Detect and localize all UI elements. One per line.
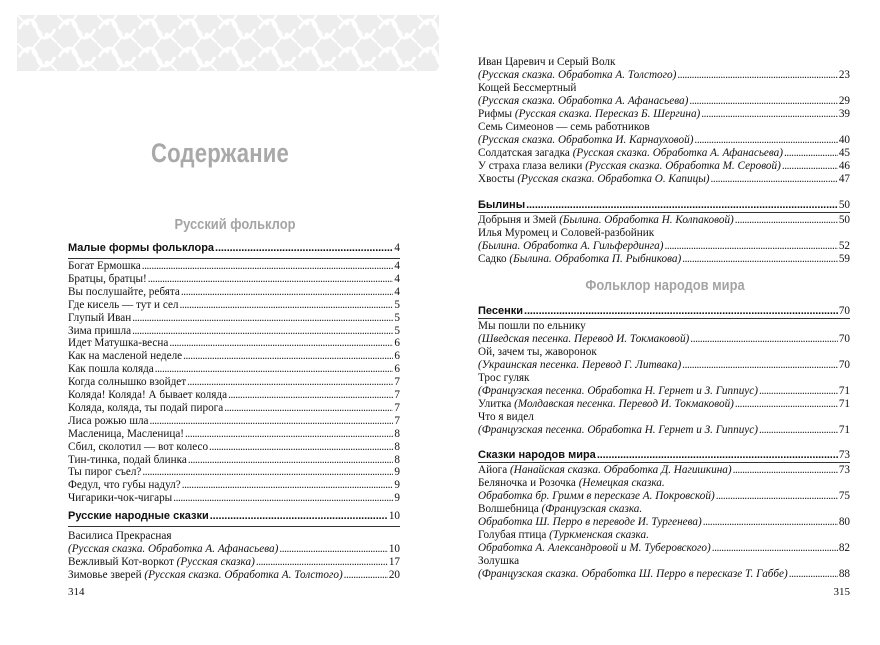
toc-entry-sem-source[interactable]: (Русская сказка. Обработка И. Карнауховой) . . . 40 bbox=[478, 134, 850, 147]
toc-entry[interactable] bbox=[68, 299, 400, 312]
toc-entry-gol-source[interactable]: Обработка А. Александровой и М. Туберовского) . . . 82 bbox=[478, 542, 850, 555]
toc-entry-page: 4 bbox=[394, 260, 400, 272]
toc-entry-page: 8 bbox=[394, 427, 400, 440]
toc-entry-vol-source[interactable]: Обработка Ш. Перро в переводе И. Тургенева) . . . 80 bbox=[478, 516, 850, 529]
toc-entry-tros-source[interactable]: (Французская песенка. Обработка Н. Гернет и З. Гиппиус) . . . 71 bbox=[478, 385, 850, 398]
toc-entry-title: Масленица, Масленица! bbox=[68, 427, 185, 440]
toc-entry-ilya-title[interactable]: Илья Муромец и Соловей-разбойник bbox=[478, 227, 655, 239]
toc-entry-title: Чигарики-чок-чигары bbox=[68, 492, 173, 505]
toc-entry[interactable] bbox=[68, 260, 400, 273]
toc-entry-page: 4 bbox=[394, 285, 400, 298]
toc-entry-page: 7 bbox=[394, 414, 400, 427]
toc-entry-page: 8 bbox=[394, 453, 400, 466]
toc-entry-title: Коляда, коляда, ты подай пирога bbox=[68, 401, 224, 414]
toc-entry-title: Ты пирог съел? bbox=[68, 466, 142, 479]
toc-entry-oy-source[interactable]: (Украинская песенка. Перевод Г. Литвака) . . . 70 bbox=[478, 359, 850, 372]
toc-entry-zol-title[interactable]: Золушка bbox=[478, 555, 520, 567]
toc-entry-page: 8 bbox=[394, 440, 400, 453]
toc-entry-page: 7 bbox=[394, 376, 400, 389]
toc-group-russian-tales[interactable]: Русские народные сказки . . . 10 bbox=[68, 510, 400, 523]
toc-entry-page: 9 bbox=[394, 466, 400, 479]
toc-entry-page: 6 bbox=[394, 363, 400, 376]
toc-entry-dobrynya[interactable]: Добрыня и Змей (Былина. Обработка Н. Колпаковой) . . . 50 bbox=[478, 214, 850, 227]
toc-entry-koschei-source[interactable]: (Русская сказка. Обработка А. Афанасьева) . . . 29 bbox=[478, 95, 850, 108]
toc-entry-page: 7 bbox=[394, 401, 400, 414]
toc-entry-sem-title[interactable]: Семь Симеонов — семь работников bbox=[478, 121, 650, 133]
toc-entry-oy-title[interactable]: Ой, зачем ты, жаворонок bbox=[478, 346, 597, 358]
page-number-left: 314 bbox=[68, 586, 85, 598]
toc-entry-vasilisa-title[interactable]: Василиса Прекрасная bbox=[68, 530, 172, 542]
toc-entry-title: Зима пришла bbox=[68, 324, 132, 337]
toc-entry-page: 9 bbox=[394, 479, 400, 492]
toc-entry-title: Глупый Иван bbox=[68, 311, 132, 324]
toc-entry[interactable] bbox=[68, 312, 400, 325]
toc-entry-page: 5 bbox=[394, 298, 400, 311]
group-divider bbox=[478, 318, 850, 319]
group-divider bbox=[478, 212, 850, 213]
toc-entry[interactable] bbox=[68, 376, 400, 389]
toc-entry[interactable] bbox=[68, 337, 400, 350]
toc-entry[interactable] bbox=[68, 402, 400, 415]
toc-entry-page: 5 bbox=[394, 311, 400, 324]
toc-entry[interactable] bbox=[68, 325, 400, 338]
toc-entry-ivan-source[interactable]: (Русская сказка. Обработка А. Толстого) . . . 23 bbox=[478, 69, 850, 82]
toc-entry-title: Братцы, братцы! bbox=[68, 272, 147, 285]
toc-entry-zol-source[interactable]: (Французская сказка. Обработка Ш. Перро в пересказе Т. Габбе) . . . 88 bbox=[478, 568, 850, 581]
toc-entry-title: Как на масленой неделе bbox=[68, 350, 183, 363]
toc-entry-my-title[interactable]: Мы пошли по ельнику bbox=[478, 320, 586, 332]
toc-entry-chto-source[interactable]: (Французская песенка. Обработка Н. Гернет и З. Гиппиус) . . . 71 bbox=[478, 424, 850, 437]
toc-entry-bel-title[interactable]: Беляночка и Розочка (Немецкая сказка. bbox=[478, 477, 665, 489]
group-divider bbox=[68, 526, 400, 527]
toc-entry[interactable] bbox=[68, 273, 400, 286]
toc-entry-ulitka[interactable]: Улитка (Молдавская песенка. Перевод И. Токмаковой) . . . 71 bbox=[478, 398, 850, 411]
toc-entry[interactable] bbox=[68, 363, 400, 376]
toc-group-small-forms[interactable]: Малые формы фольклора . . . 4 bbox=[68, 242, 400, 255]
toc-entry-title: Как пошла коляда bbox=[68, 363, 154, 376]
toc-entry[interactable] bbox=[68, 389, 400, 402]
toc-entry-ilya-source[interactable]: (Былина. Обработка А. Гильфердинга) . . . 52 bbox=[478, 240, 850, 253]
toc-entry-title: Вы послушайте, ребята bbox=[68, 285, 180, 298]
toc-entry[interactable] bbox=[68, 350, 400, 363]
toc-entry[interactable] bbox=[68, 441, 400, 454]
toc-entry-strah[interactable]: У страха глаза велики (Русская сказка. Обработка М. Серовой) . . . 46 bbox=[478, 160, 850, 173]
toc-entry-title: Лиса рожью шла bbox=[68, 414, 149, 427]
contents-title: Содержание bbox=[150, 138, 290, 168]
toc-entry-title: Сбил, сколотил — вот колесо bbox=[68, 440, 209, 453]
toc-entry-page: 7 bbox=[394, 389, 400, 401]
toc-entry-title: Коляда! Коляда! А бывает коляда bbox=[68, 389, 228, 401]
group-divider bbox=[68, 258, 400, 259]
toc-entry-title: Федул, что губы надул? bbox=[68, 479, 181, 492]
toc-entry-koschei-title[interactable]: Кощей Бессмертный bbox=[478, 82, 577, 94]
toc-entry[interactable] bbox=[68, 492, 400, 505]
toc-entry[interactable] bbox=[68, 428, 400, 441]
toc-entry-tros-title[interactable]: Трос гуляк bbox=[478, 372, 530, 384]
toc-entry-kot[interactable]: Вежливый Кот-воркот (Русская сказка) . . . 17 bbox=[68, 556, 400, 569]
toc-entry-sadko[interactable]: Садко (Былина. Обработка П. Рыбникова) . . . 59 bbox=[478, 253, 850, 266]
toc-entry-vol-title[interactable]: Волшебница (Французская сказка. bbox=[478, 503, 643, 515]
toc-entry[interactable] bbox=[68, 454, 400, 467]
toc-entry[interactable] bbox=[68, 286, 400, 299]
toc-entry-chto-title[interactable]: Что я видел bbox=[478, 411, 534, 423]
toc-group-world-tales[interactable]: Сказки народов мира . . . 73 bbox=[478, 449, 850, 462]
toc-entry-page: 6 bbox=[394, 337, 400, 350]
toc-entry-title: Тин-тинка, подай блинка bbox=[68, 453, 187, 466]
toc-entry-page: 6 bbox=[394, 350, 400, 363]
section-world-folklore: Фольклор народов мира bbox=[585, 277, 745, 294]
toc-entry-title: Богат Ермошка bbox=[68, 260, 141, 272]
toc-entry-ivan-title[interactable]: Иван Царевич и Серый Волк bbox=[478, 56, 616, 68]
toc-entry-page: 4 bbox=[394, 272, 400, 285]
section-russian-folklore: Русский фольклор bbox=[174, 216, 296, 233]
page-number-right: 315 bbox=[833, 586, 850, 598]
toc-entry-title: Где кисель — тут и сел bbox=[68, 298, 179, 311]
toc-entry-page: 5 bbox=[394, 324, 400, 337]
toc-entry-vasilisa-source[interactable]: (Русская сказка. Обработка А. Афанасьева) . . . 10 bbox=[68, 543, 400, 556]
toc-entry-rifmy[interactable]: Рифмы (Русская сказка. Пересказ Б. Шергина) . . . 39 bbox=[478, 108, 850, 121]
ornament-pattern bbox=[17, 15, 439, 71]
toc-group-pesenki[interactable]: Песенки . . . 70 bbox=[478, 305, 850, 318]
decorative-ornament-band bbox=[17, 15, 439, 71]
toc-entry-title: Идет Матушка-весна bbox=[68, 337, 169, 350]
toc-entry-ayoga[interactable]: Айога (Нанайская сказка. Обработка Д. Нагишкина) . . . 73 bbox=[478, 464, 850, 477]
toc-entry[interactable] bbox=[68, 479, 400, 492]
right-page bbox=[440, 0, 880, 645]
toc-entry-soldat[interactable]: Солдатская загадка (Русская сказка. Обработка А. Афанасьева) . . . 45 bbox=[478, 147, 850, 160]
toc-entry[interactable] bbox=[68, 466, 400, 479]
toc-entry-zimove[interactable]: Зимовье зверей (Русская сказка. Обработка А. Толстого) . . . 20 bbox=[68, 569, 400, 582]
toc-entry-bel-source[interactable]: Обработка бр. Гримм в пересказе А. Покровской) . . . 75 bbox=[478, 490, 850, 503]
toc-entry-title: Когда солнышко взойдет bbox=[68, 376, 187, 389]
toc-entry-hvosty[interactable]: Хвосты (Русская сказка. Обработка О. Капицы) . . . 47 bbox=[478, 173, 850, 186]
toc-entry-gol-title[interactable]: Голубая птица (Туркменская сказка. bbox=[478, 529, 649, 541]
toc-entry-page: 9 bbox=[394, 492, 400, 505]
toc-entry[interactable] bbox=[68, 415, 400, 428]
group-divider bbox=[478, 462, 850, 463]
toc-entry-my-source[interactable]: (Шведская песенка. Перевод И. Токмаковой) . . . 70 bbox=[478, 333, 850, 346]
toc-group-byliny[interactable]: Былины . . . 50 bbox=[478, 199, 850, 212]
